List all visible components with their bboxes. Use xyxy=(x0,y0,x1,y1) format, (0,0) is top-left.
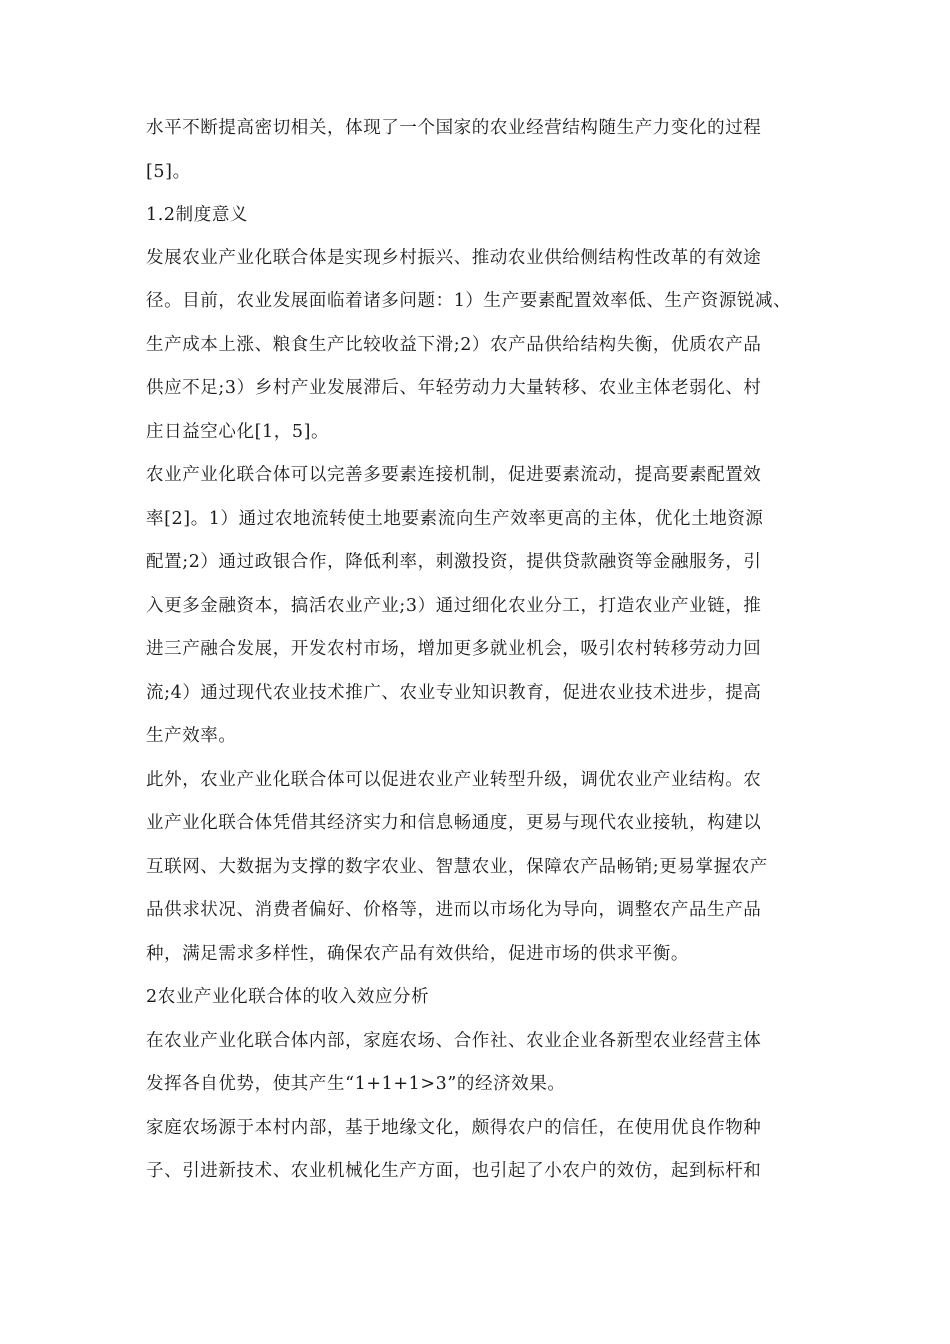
text-line: 农业产业化联合体可以完善多要素连接机制，促进要素流动，提高要素配置效 xyxy=(146,465,762,485)
text-line: 发挥各自优势，使其产生“1+1+1>3”的经济效果。 xyxy=(146,1074,566,1094)
text-line: 进三产融合发展，开发农村市场，增加更多就业机会，吸引农村转移劳动力回 xyxy=(146,639,762,659)
text-line: 供应不足;3）乡村产业发展滞后、年轻劳动力大量转移、农业主体老弱化、村 xyxy=(146,378,762,398)
text-line: 水平不断提高密切相关，体现了一个国家的农业经营结构随生产力变化的过程 xyxy=(146,118,762,138)
text-line: 入更多金融资本，搞活农业产业;3）通过细化农业分工，打造农业产业链，推 xyxy=(146,596,762,616)
text-line: 流;4）通过现代农业技术推广、农业专业知识教育，促进农业技术进步，提高 xyxy=(146,683,762,703)
text-line: 品供求状况、消费者偏好、价格等，进而以市场化为导向，调整农产品生产品 xyxy=(146,900,762,920)
section-heading: 1.2制度意义 xyxy=(146,205,249,225)
text-line: 生产成本上涨、粮食生产比较收益下滑;2）农产品供给结构失衡，优质农产品 xyxy=(146,335,762,355)
text-line: 径。目前，农业发展面临着诸多问题：1）生产要素配置效率低、生产资源锐减、 xyxy=(146,291,792,311)
text-line: 生产效率。 xyxy=(146,726,237,746)
text-line: 业产业化联合体凭借其经济实力和信息畅通度，更易与现代农业接轨，构建以 xyxy=(146,813,762,833)
text-line: 在农业产业化联合体内部，家庭农场、合作社、农业企业各新型农业经营主体 xyxy=(146,1031,762,1051)
text-line: 种，满足需求多样性，确保农产品有效供给，促进市场的供求平衡。 xyxy=(146,944,689,964)
text-line: 此外，农业产业化联合体可以促进农业产业转型升级，调优农业产业结构。农 xyxy=(146,770,762,790)
text-line: [5]。 xyxy=(146,162,191,182)
text-line: 互联网、大数据为支撑的数字农业、智慧农业，保障农产品畅销;更易掌握农产 xyxy=(146,857,768,877)
text-line: 配置;2）通过政银合作，降低利率，刺激投资，提供贷款融资等金融服务，引 xyxy=(146,552,762,572)
text-line: 家庭农场源于本村内部，基于地缘文化，颇得农户的信任，在使用优良作物种 xyxy=(146,1118,762,1138)
text-line: 庄日益空心化[1，5]。 xyxy=(146,422,330,442)
text-line: 子、引进新技术、农业机械化生产方面，也引起了小农户的效仿，起到标杆和 xyxy=(146,1161,762,1181)
section-heading: 2农业产业化联合体的收入效应分析 xyxy=(146,987,430,1007)
text-line: 发展农业产业化联合体是实现乡村振兴、推动农业供给侧结构性改革的有效途 xyxy=(146,248,762,268)
text-line: 率[2]。1）通过农地流转使土地要素流向生产效率更高的主体，优化土地资源 xyxy=(146,509,764,529)
